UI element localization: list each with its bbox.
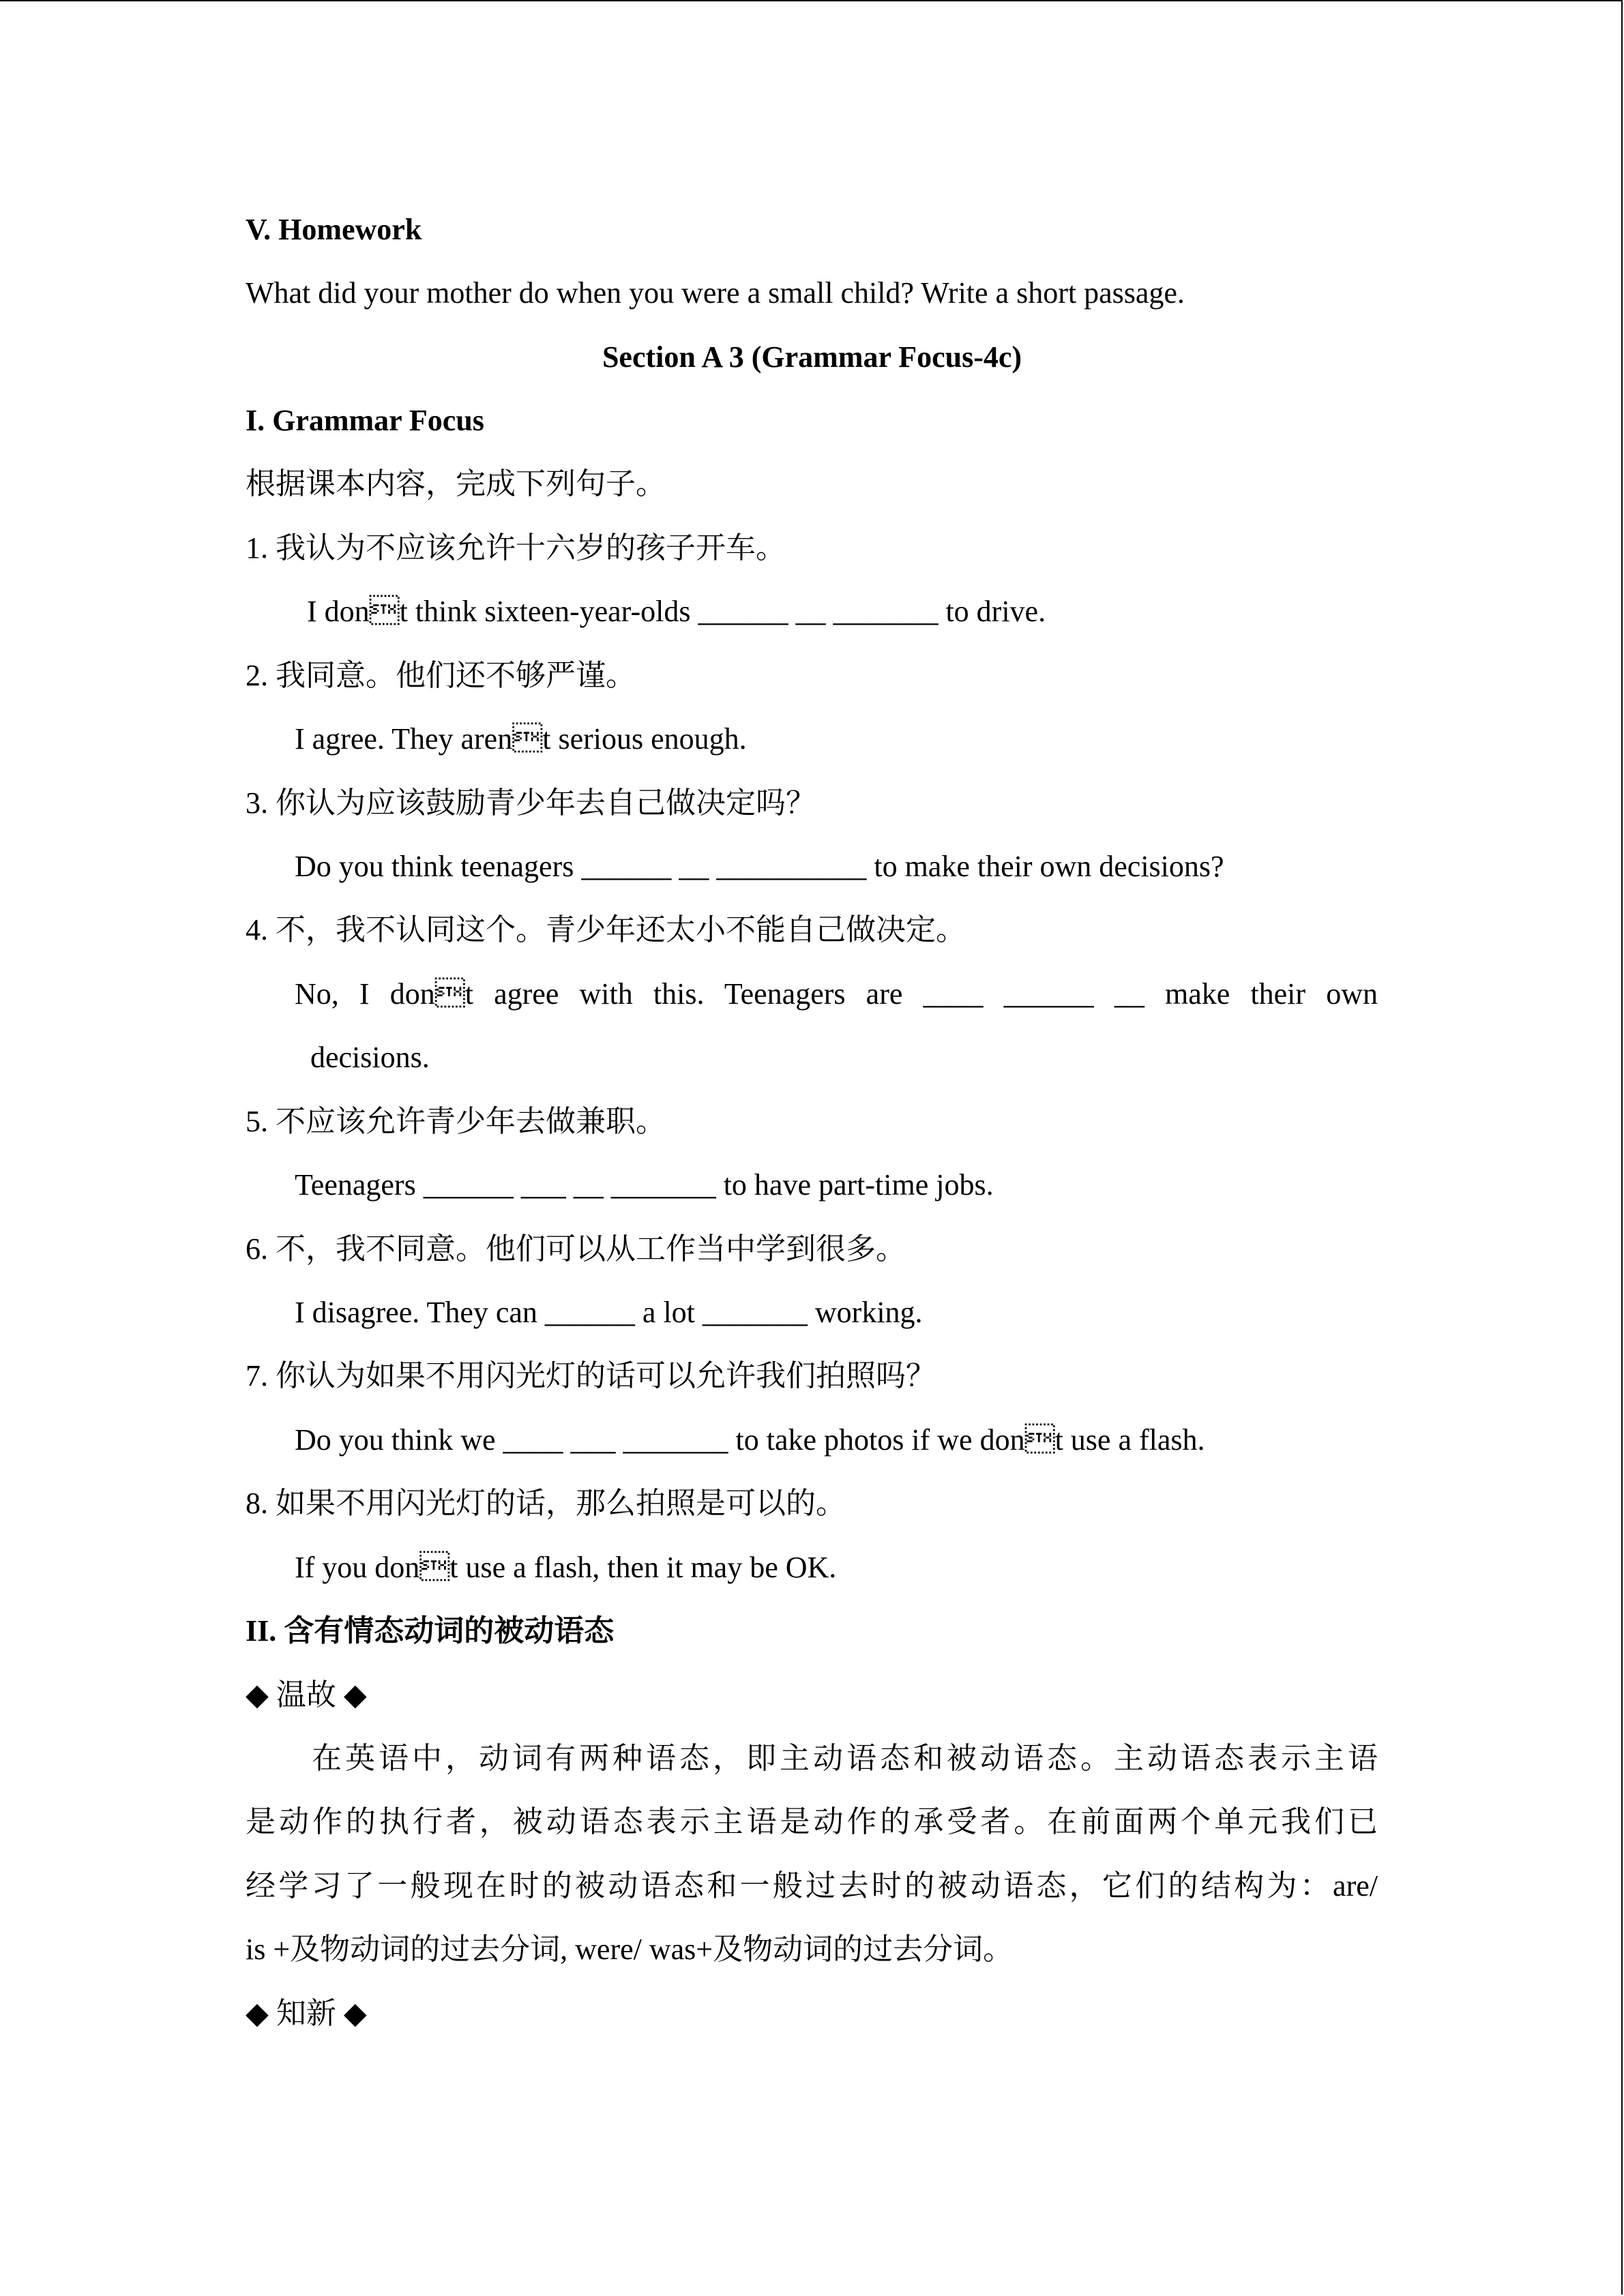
homework-task: What did your mother do when you were a small child? Write a short passage.	[246, 276, 1185, 310]
section-title: Section A 3 (Grammar Focus-4c)	[602, 340, 1022, 374]
grammar-focus-heading: I. Grammar Focus	[246, 404, 484, 437]
review-line-4: is +及物动词的过去分词, were/ was+及物动词的过去分词。	[246, 1933, 1014, 1966]
item-6-zh: 6. 不，我不同意。他们可以从工作当中学到很多。	[246, 1232, 906, 1266]
review-line-2: 是动作的执行者，被动语态表示主语是动作的承受者。在前面两个单元我们已	[246, 1805, 1378, 1838]
item-1-zh: 1. 我认为不应该允许十六岁的孩子开车。	[246, 531, 786, 565]
item-2-zh: 2. 我同意。他们还不够严谨。	[246, 659, 636, 692]
item-3-en: Do you think teenagers ______ __ __________ to make their own decisions?	[295, 850, 1224, 883]
item-2-en: I agree. They arent serious enough.	[295, 722, 747, 756]
review-label: ◆ 温故 ◆	[246, 1678, 367, 1712]
item-8-en: If you dont use a flash, then it may be OK.	[295, 1551, 837, 1584]
item-7-en: Do you think we ____ ___ _______ to take photos if we dont use a flash.	[295, 1423, 1205, 1457]
item-5-zh: 5. 不应该允许青少年去做兼职。	[246, 1105, 666, 1138]
item-5-en: Teenagers ______ ___ __ _______ to have part-time jobs.	[295, 1168, 994, 1202]
item-6-en: I disagree. They can ______ a lot _______ working.	[295, 1296, 923, 1329]
item-4-en-cont: decisions.	[310, 1041, 430, 1074]
item-4-zh: 4. 不，我不认同这个。青少年还太小不能自己做决定。	[246, 913, 966, 946]
homework-heading: V. Homework	[246, 213, 422, 246]
item-1-en: I dont think sixteen-year-olds ______ __ _______ to drive.	[307, 595, 1046, 628]
item-3-zh: 3. 你认为应该鼓励青少年去自己做决定吗？	[246, 786, 816, 820]
item-7-zh: 7. 你认为如果不用闪光灯的话可以允许我们拍照吗？	[246, 1359, 936, 1392]
new-knowledge-label: ◆ 知新 ◆	[246, 1997, 367, 2030]
review-line-3: 经学习了一般现在时的被动语态和一般过去时的被动语态，它们的结构为：are/	[246, 1869, 1378, 1903]
item-8-zh: 8. 如果不用闪光灯的话，那么拍照是可以的。	[246, 1487, 846, 1520]
review-line-1: 在英语中，动词有两种语态，即主动语态和被动语态。主动语态表示主语	[312, 1742, 1378, 1775]
passive-heading: II. 含有情态动词的被动语态	[246, 1614, 615, 1648]
item-4-en: No, I dont agree with this. Teenagers are ____ ______ __ make their own	[295, 977, 1378, 1011]
grammar-focus-instruction: 根据课本内容，完成下列句子。	[246, 467, 666, 501]
